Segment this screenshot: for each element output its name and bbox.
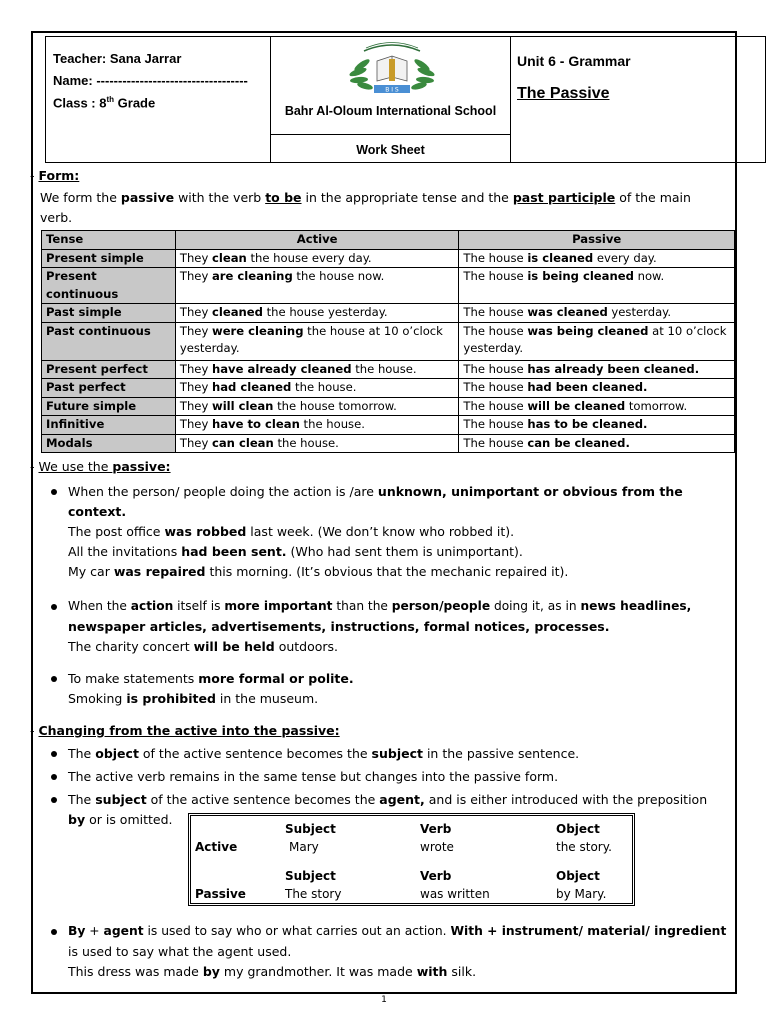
active-header: Active [175, 231, 459, 250]
form-dash: - [30, 168, 39, 183]
text-seg: This dress was made [68, 964, 203, 979]
use-example2 [68, 542, 523, 561]
text-seg: object [95, 746, 139, 761]
tense-header: Tense [42, 231, 176, 250]
change-bullet2: The active verb remains in the same tense but changes into the passive form. [68, 769, 559, 784]
use-bullet1-line2 [68, 502, 126, 521]
active-passive-example-box [188, 813, 635, 906]
passive-example-cell [459, 304, 735, 323]
passive-text-segment: is cleaned [527, 250, 594, 265]
change-heading-text: Changing from the active into the passive: [38, 723, 340, 738]
tense-name-cell: Past continuous [42, 322, 176, 360]
text-seg: My car [68, 564, 114, 579]
tense-table-header [42, 231, 735, 250]
active-example-cell [175, 304, 459, 323]
text-seg: subject [371, 746, 423, 761]
passive-text-segment: The house [463, 305, 528, 319]
bullet-icon [51, 751, 57, 757]
tense-name-cell: Past simple [42, 304, 176, 323]
worksheet-label: Work Sheet [356, 143, 425, 157]
passive-example-cell [459, 360, 735, 379]
text-seg: We form the [40, 190, 121, 205]
active-text-segment: have to clean [211, 417, 300, 431]
bullet-icon [51, 676, 57, 682]
text-seg: unknown, unimportant or obvious from the [377, 484, 683, 499]
form-heading-text: Form: [38, 168, 80, 183]
text-seg: this morning. (It’s obvious that the mechanic repaired it). [205, 564, 569, 579]
text-seg: + [85, 924, 104, 938]
text-seg: (Who had sent them is unimportant). [286, 544, 523, 559]
passive-text-segment: will be cleaned [527, 398, 626, 413]
active-verb: wrote [420, 840, 454, 854]
form-heading [30, 166, 79, 185]
passive-example-cell [459, 397, 735, 416]
active-text-segment: the house tomorrow. [273, 398, 397, 413]
passive-text-segment: tomorrow. [625, 398, 688, 413]
passive-text-segment: is being cleaned [527, 269, 634, 283]
text-seg: agent, [379, 792, 425, 807]
text-seg: of the active sentence becomes the [138, 746, 372, 761]
tense-table-row [42, 397, 735, 416]
student-name-field: Name: ----------------------------------- [53, 73, 248, 88]
text-seg: more formal or polite. [198, 671, 354, 686]
teacher-name: Teacher: Sana Jarrar [53, 51, 182, 66]
passive-verb: was written [420, 887, 490, 901]
text-seg: passive [120, 190, 175, 205]
class-suffix: Grade [114, 95, 156, 111]
bullet-icon [51, 797, 57, 803]
tense-table-row [42, 434, 735, 453]
active-subject: Mary [289, 840, 319, 854]
unit-cell [511, 37, 765, 162]
tense-table-row [42, 416, 735, 435]
passive-text-segment: The house [463, 435, 528, 450]
subject-heading: Subject [285, 822, 336, 836]
passive-text-segment: can be cleaned. [527, 435, 630, 450]
text-seg: in the passive sentence. [422, 746, 580, 761]
class-sup: th [106, 95, 115, 104]
passive-text-segment: The house [463, 380, 528, 394]
tense-name-cell: Present simple [42, 249, 176, 268]
passive-example-cell [459, 434, 735, 453]
text-seg: doing it, as in [490, 599, 581, 613]
active-text-segment: the house every day. [246, 250, 372, 265]
active-text-segment: They [179, 305, 212, 319]
text-seg: subject [95, 792, 147, 807]
active-text-segment: were cleaning [211, 323, 304, 338]
active-text-segment: cleaned [211, 305, 263, 319]
active-text-segment: the house yesterday. [262, 305, 388, 319]
use-example5 [68, 689, 318, 708]
text-seg: than the [332, 599, 392, 613]
text-seg: By [68, 924, 86, 938]
text-seg: of the main [615, 190, 691, 205]
text-seg: outdoors. [274, 639, 339, 654]
passive-text-segment: The house [463, 250, 528, 265]
active-example-cell [175, 360, 459, 379]
passive-example-cell [459, 379, 735, 398]
text-seg: of the active sentence becomes the [146, 792, 380, 807]
passive-header: Passive [459, 231, 735, 250]
change-heading [30, 721, 340, 740]
use-heading-bold: passive: [112, 459, 171, 474]
passive-text-segment: has already been cleaned. [527, 361, 700, 376]
text-seg: news headlines, [580, 599, 692, 613]
text-seg: Smoking [68, 691, 127, 706]
bullet-icon [51, 604, 57, 610]
passive-text-segment: yesterday. [607, 305, 672, 319]
text-seg: will be held [193, 639, 275, 654]
text-seg: in the museum. [215, 691, 319, 706]
text-seg: newspaper articles, advertisements, instructions, formal notices, processes. [68, 619, 610, 634]
text-seg: The charity concert [68, 639, 194, 654]
text-seg: agent [103, 924, 144, 938]
tense-name-cell: Present perfect [42, 360, 176, 379]
tense-name-cell: Modals [42, 434, 176, 453]
text-seg: was robbed [164, 524, 247, 539]
school-cell [271, 37, 511, 162]
active-example-cell [175, 268, 459, 304]
passive-text-segment: The house [463, 417, 528, 431]
text-seg: more important [224, 599, 333, 613]
text-seg: person/people [391, 599, 491, 613]
tense-table-body [42, 249, 735, 453]
active-label: Active [195, 840, 238, 854]
change-dash: - [30, 723, 39, 738]
text-seg: is used to say who or what carries out an action. [143, 924, 451, 938]
active-example-cell [175, 434, 459, 453]
passive-object: by Mary. [556, 887, 607, 901]
passive-text-segment: now. [633, 269, 665, 283]
text-seg: The [68, 792, 96, 807]
change-bullet1 [68, 744, 579, 763]
agent-example [68, 962, 476, 981]
passive-example-cell [459, 249, 735, 268]
active-text-segment: the house now. [292, 269, 385, 283]
form-paragraph-line2: verb. [40, 210, 73, 225]
text-seg: was repaired [113, 564, 206, 579]
passive-text-segment: at 10 o’clock yesterday. [463, 323, 727, 355]
active-example-cell [175, 416, 459, 435]
teacher-info-cell [46, 37, 271, 162]
text-seg: with the verb [174, 190, 266, 205]
object-heading: Object [556, 822, 600, 836]
active-text-segment: the house at 10 o’clock yesterday. [179, 323, 443, 355]
active-text-segment: had cleaned [211, 380, 292, 394]
text-seg: context. [68, 504, 127, 519]
object-heading: Object [556, 869, 600, 883]
text-seg: by [202, 964, 220, 979]
passive-text-segment: The house [463, 269, 528, 283]
change-bullet3-line2 [68, 810, 173, 829]
verb-heading: Verb [420, 822, 452, 836]
active-text-segment: the house. [291, 380, 357, 394]
active-example-cell [175, 397, 459, 416]
bullet-icon [51, 774, 57, 780]
text-seg: and is either introduced with the preposition [424, 792, 708, 807]
use-example3 [68, 562, 568, 581]
tense-table-row [42, 304, 735, 323]
active-text-segment: They [179, 398, 212, 413]
passive-text-segment: was being cleaned [527, 323, 649, 338]
subject-heading: Subject [285, 869, 336, 883]
text-seg: or is omitted. [85, 812, 173, 827]
worksheet-page [31, 31, 737, 994]
active-text-segment: the house. [273, 435, 339, 450]
tense-table-row [42, 249, 735, 268]
passive-text-segment: The house [463, 323, 528, 338]
tense-name-cell: Future simple [42, 397, 176, 416]
active-text-segment: will clean [211, 398, 274, 413]
tense-name-cell: Past perfect [42, 379, 176, 398]
use-heading [30, 457, 171, 476]
active-text-segment: the house. [351, 361, 417, 376]
class-grade [53, 95, 270, 121]
passive-example-cell [459, 416, 735, 435]
text-seg: past participle [512, 190, 616, 205]
text-seg: action [130, 599, 174, 613]
text-seg: my grandmother. It was made [219, 964, 417, 979]
active-text-segment: They [179, 250, 212, 265]
active-text-segment: are cleaning [211, 269, 293, 283]
use-bullet2-line1 [68, 597, 691, 616]
class-prefix: Class : 8 [53, 95, 107, 111]
use-bullet1-line1 [68, 482, 683, 501]
active-text-segment: They [179, 417, 212, 431]
school-logo-icon [344, 39, 440, 97]
tense-name-cell: Present continuous [42, 268, 176, 304]
active-text-segment: can clean [211, 435, 274, 450]
text-seg: When the person/ people doing the action is /are [68, 484, 378, 499]
passive-text-segment: The house [463, 398, 528, 413]
text-seg: with [416, 964, 448, 979]
worksheet-header [45, 36, 766, 163]
passive-text-segment: was cleaned [527, 305, 608, 319]
agent-line1 [68, 922, 726, 941]
passive-text-segment: The house [463, 361, 528, 376]
passive-text-segment: every day. [593, 250, 657, 265]
agent-line2: is used to say what the agent used. [68, 944, 292, 959]
verb-heading: Verb [420, 869, 452, 883]
active-example-cell [175, 379, 459, 398]
use-example1 [68, 522, 514, 541]
active-example-cell [175, 322, 459, 360]
active-text-segment: clean [211, 250, 247, 265]
passive-subject: The story [285, 887, 342, 901]
active-text-segment: They [179, 380, 212, 394]
text-seg: All the invitations [68, 544, 182, 559]
text-seg: With + instrument/ material/ ingredient [450, 924, 727, 938]
active-text-segment: They [179, 361, 212, 376]
text-seg: The post office [68, 524, 165, 539]
passive-label: Passive [195, 887, 246, 901]
logo-text: B I S [385, 86, 399, 94]
unit-label: Unit 6 - Grammar [517, 53, 631, 69]
tense-table-row [42, 379, 735, 398]
text-seg: had been sent. [181, 544, 287, 559]
tense-name-cell: Infinitive [42, 416, 176, 435]
tense-table-row [42, 360, 735, 379]
tense-table [41, 230, 735, 453]
school-name: Bahr Al-Oloum International School [284, 104, 497, 118]
active-example-cell [175, 249, 459, 268]
active-text-segment: They [179, 269, 212, 283]
bullet-icon [51, 929, 57, 935]
page-title: The Passive [517, 85, 610, 102]
active-text-segment: have already cleaned [211, 361, 352, 376]
text-seg: in the appropriate tense and the [301, 190, 513, 205]
use-bullet3-line1 [68, 669, 354, 688]
text-seg: to be [265, 190, 302, 205]
use-dash: - [30, 459, 39, 474]
text-seg: When the [68, 599, 131, 613]
change-bullet3-line1 [68, 790, 707, 809]
active-text-segment: They [179, 323, 212, 338]
tense-table-row [42, 322, 735, 360]
text-seg: To make statements [68, 671, 199, 686]
text-seg: last week. (We don’t know who robbed it). [246, 524, 515, 539]
bullet-icon [51, 489, 57, 495]
text-seg: itself is [173, 599, 225, 613]
passive-text-segment: has to be cleaned. [527, 417, 648, 431]
tense-table-row [42, 268, 735, 304]
active-text-segment: They [179, 435, 212, 450]
use-example4 [68, 637, 338, 656]
passive-example-cell [459, 322, 735, 360]
text-seg: by [68, 812, 86, 827]
use-bullet2-line2 [68, 617, 610, 636]
form-paragraph-line1 [40, 188, 691, 207]
passive-example-cell [459, 268, 735, 304]
passive-text-segment: had been cleaned. [527, 380, 648, 394]
text-seg: is prohibited [126, 691, 216, 706]
active-text-segment: the house. [299, 417, 365, 431]
active-object: the story. [556, 840, 612, 854]
use-heading-pre: We use the [38, 459, 113, 474]
text-seg: silk. [447, 964, 477, 979]
text-seg: The [68, 746, 96, 761]
page-number: 1 [381, 995, 387, 1005]
